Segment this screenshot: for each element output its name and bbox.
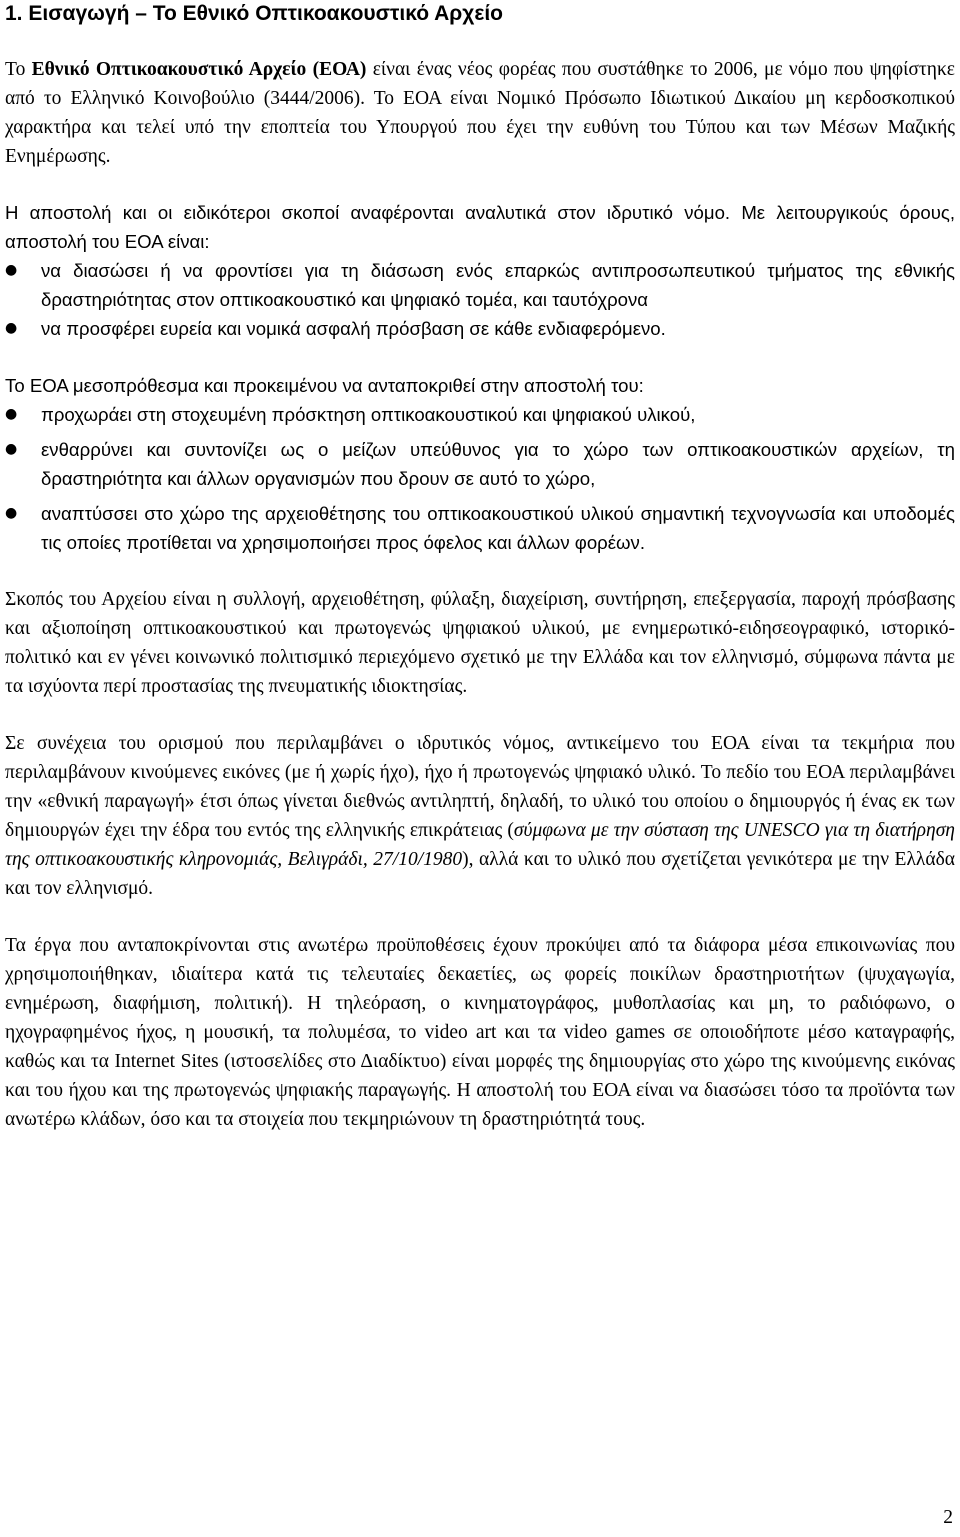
scope-paragraph: [5, 729, 955, 903]
bullet-icon: ●: [5, 320, 18, 336]
list-item-text: ενθαρρύνει και συντονίζει ως ο μείζων υπεύθυνος για το χώρο των οπτικοακουστικών αρχείων, τη δραστηριότητα και άλλων οργανισμών που δρουν σε αυτό το χώρο,: [41, 439, 955, 489]
intro-paragraph: [5, 55, 955, 171]
intro-bold-name: Εθνικό Οπτικοακουστικό Αρχείο (ΕΟΑ): [31, 59, 367, 80]
intro-rest: είναι ένας νέος φορέας που συστάθηκε το 2006, με νόμο που ψηφίστηκε από το Ελληνικό Κοινοβούλιο (3444/2006). Το ΕΟΑ είναι Νομικό Πρόσωπο Ιδιωτικού Δικαίου μη κερδοσκοπικού χαρακτήρα και τελεί υπό την εποπτεία του Υπουργού που έχει την ευθύνη του Τύπου και των Μέσων Μαζικής Ενημέρωσης.: [5, 59, 955, 167]
list-item: [5, 314, 955, 343]
purpose-paragraph: Σκοπός του Αρχείου είναι η συλλογή, αρχειοθέτηση, φύλαξη, διαχείριση, συντήρηση, επεξεργασία, παροχή πρόσβασης και αξιοποίηση οπτικοακουστικού και πρωτογενώς ψηφιακού υλικού, με ενημερωτικό-ειδησεογραφικό, ιστορικό-πολιτικό και εν γένει κοινωνικό πολιτισμικό περιεχόμενο σχετικό με την Ελλάδα και τον ελληνισμό, σύμφωνα πάντα με τα ισχύοντα περί προστασίας της πνευματικής ιδιοκτησίας.: [5, 589, 955, 697]
intro-prefix: Το: [5, 59, 32, 80]
list-item-text: προχωράει στη στοχευμένη πρόσκτηση οπτικοακουστικού και ψηφιακού υλικού,: [41, 404, 696, 425]
mission-paragraph: Η αποστολή και οι ειδικότεροι σκοποί αναφέρονται αναλυτικά στον ιδρυτικό νόμο. Με λειτουργικούς όρους, αποστολή του ΕΟΑ είναι:: [5, 202, 955, 252]
bullet-icon: ●: [5, 406, 18, 422]
page-number: 2: [943, 1507, 953, 1528]
scope-citation: σύμφωνα με την σύσταση της UNESCO για τη διατήρηση της οπτικοακουστικής κληρονομιάς, Βελιγράδι, 27/10/1980: [5, 820, 955, 870]
works-paragraph: Τα έργα που ανταποκρίνονται στις ανωτέρω προϋποθέσεις έχουν προκύψει από τα διάφορα μέσα επικοινωνίας που χρησιμοποιήθηκαν, ιδιαίτερα κατά τις τελευταίες δεκαετίες, ως φορείς ποικίλων δραστηριοτήτων (ψυχαγωγία, ενημέρωση, διαφήμιση, πολιτική). Η τηλεόραση, ο κινηματογράφος, μυθοπλασίας και μη, το ραδιόφωνο, ο ηχογραφημένος ήχος, η μουσική, τα πολυμέσα, το video art και τα video games σε οποιοδήποτε μέσο καταγραφής, καθώς και τα Internet Sites (ιστοσελίδες στο Διαδίκτυο) είναι μορφές της δημιουργίας στο χώρο της κινούμενης εικόνας και του ήχου και της πρωτογενώς ψηφιακής παραγωγής. Η αποστολή του ΕΟΑ είναι να διασώσει τόσο τα προϊόντα των ανωτέρω κλάδων, όσο και τα στοιχεία που τεκμηριώνουν τη δραστηριότητά τους.: [5, 935, 955, 1130]
list-item: [5, 435, 955, 493]
medium-term-paragraph: Το ΕΟΑ μεσοπρόθεσμα και προκειμένου να ανταποκριθεί στην αποστολή του:: [5, 375, 644, 396]
list-item: [5, 400, 955, 429]
bullet-icon: ●: [5, 441, 18, 457]
medium-term-list: [5, 400, 955, 557]
bullet-icon: ●: [5, 262, 18, 278]
list-item: [5, 499, 955, 557]
mission-list: [5, 256, 955, 343]
bullet-icon: ●: [5, 505, 18, 521]
list-item-text: να προσφέρει ευρεία και νομικά ασφαλή πρόσβαση σε κάθε ενδιαφερόμενο.: [41, 318, 666, 339]
list-item: [5, 256, 955, 314]
list-item-text: αναπτύσσει στο χώρο της αρχειοθέτησης του οπτικοακουστικού υλικού σημαντική τεχνογνωσία και υποδομές τις οποίες προτίθεται να χρησιμοποιήσει προς όφελος και άλλων φορέων.: [41, 503, 955, 553]
section-heading: 1. Εισαγωγή – Το Εθνικό Οπτικοακουστικό Αρχείο: [5, 2, 503, 25]
list-item-text: να διασώσει ή να φροντίσει για τη διάσωση ενός επαρκώς αντιπροσωπευτικού τμήματος της εθνικής δραστηριότητας στον οπτικοακουστικό και ψηφιακό τομέα, και ταυτόχρονα: [41, 260, 955, 310]
scope-text-before: Σε συνέχεια του ορισμού που περιλαμβάνει ο ιδρυτικός νόμος, αντικείμενο του ΕΟΑ είναι τα τεκμήρια που περιλαμβάνουν κινούμενες εικόνες (με ή χωρίς ήχο), ήχο ή πρωτογενώς ψηφιακό υλικό. Το πεδίο του ΕΟΑ περιλαμβάνει την «εθνική παραγωγή» έτσι όπως γίνεται διεθνώς αντιληπτή, δηλαδή, το υλικό του οποίου ο δημιουργός ή ένας εκ των δημιουργών έχει την έδρα του εντός της ελληνικής επικράτειας (: [5, 733, 955, 841]
scope-text-after: ), αλλά και το υλικό που σχετίζεται γενικότερα με την Ελλάδα και τον ελληνισμό.: [5, 849, 955, 899]
